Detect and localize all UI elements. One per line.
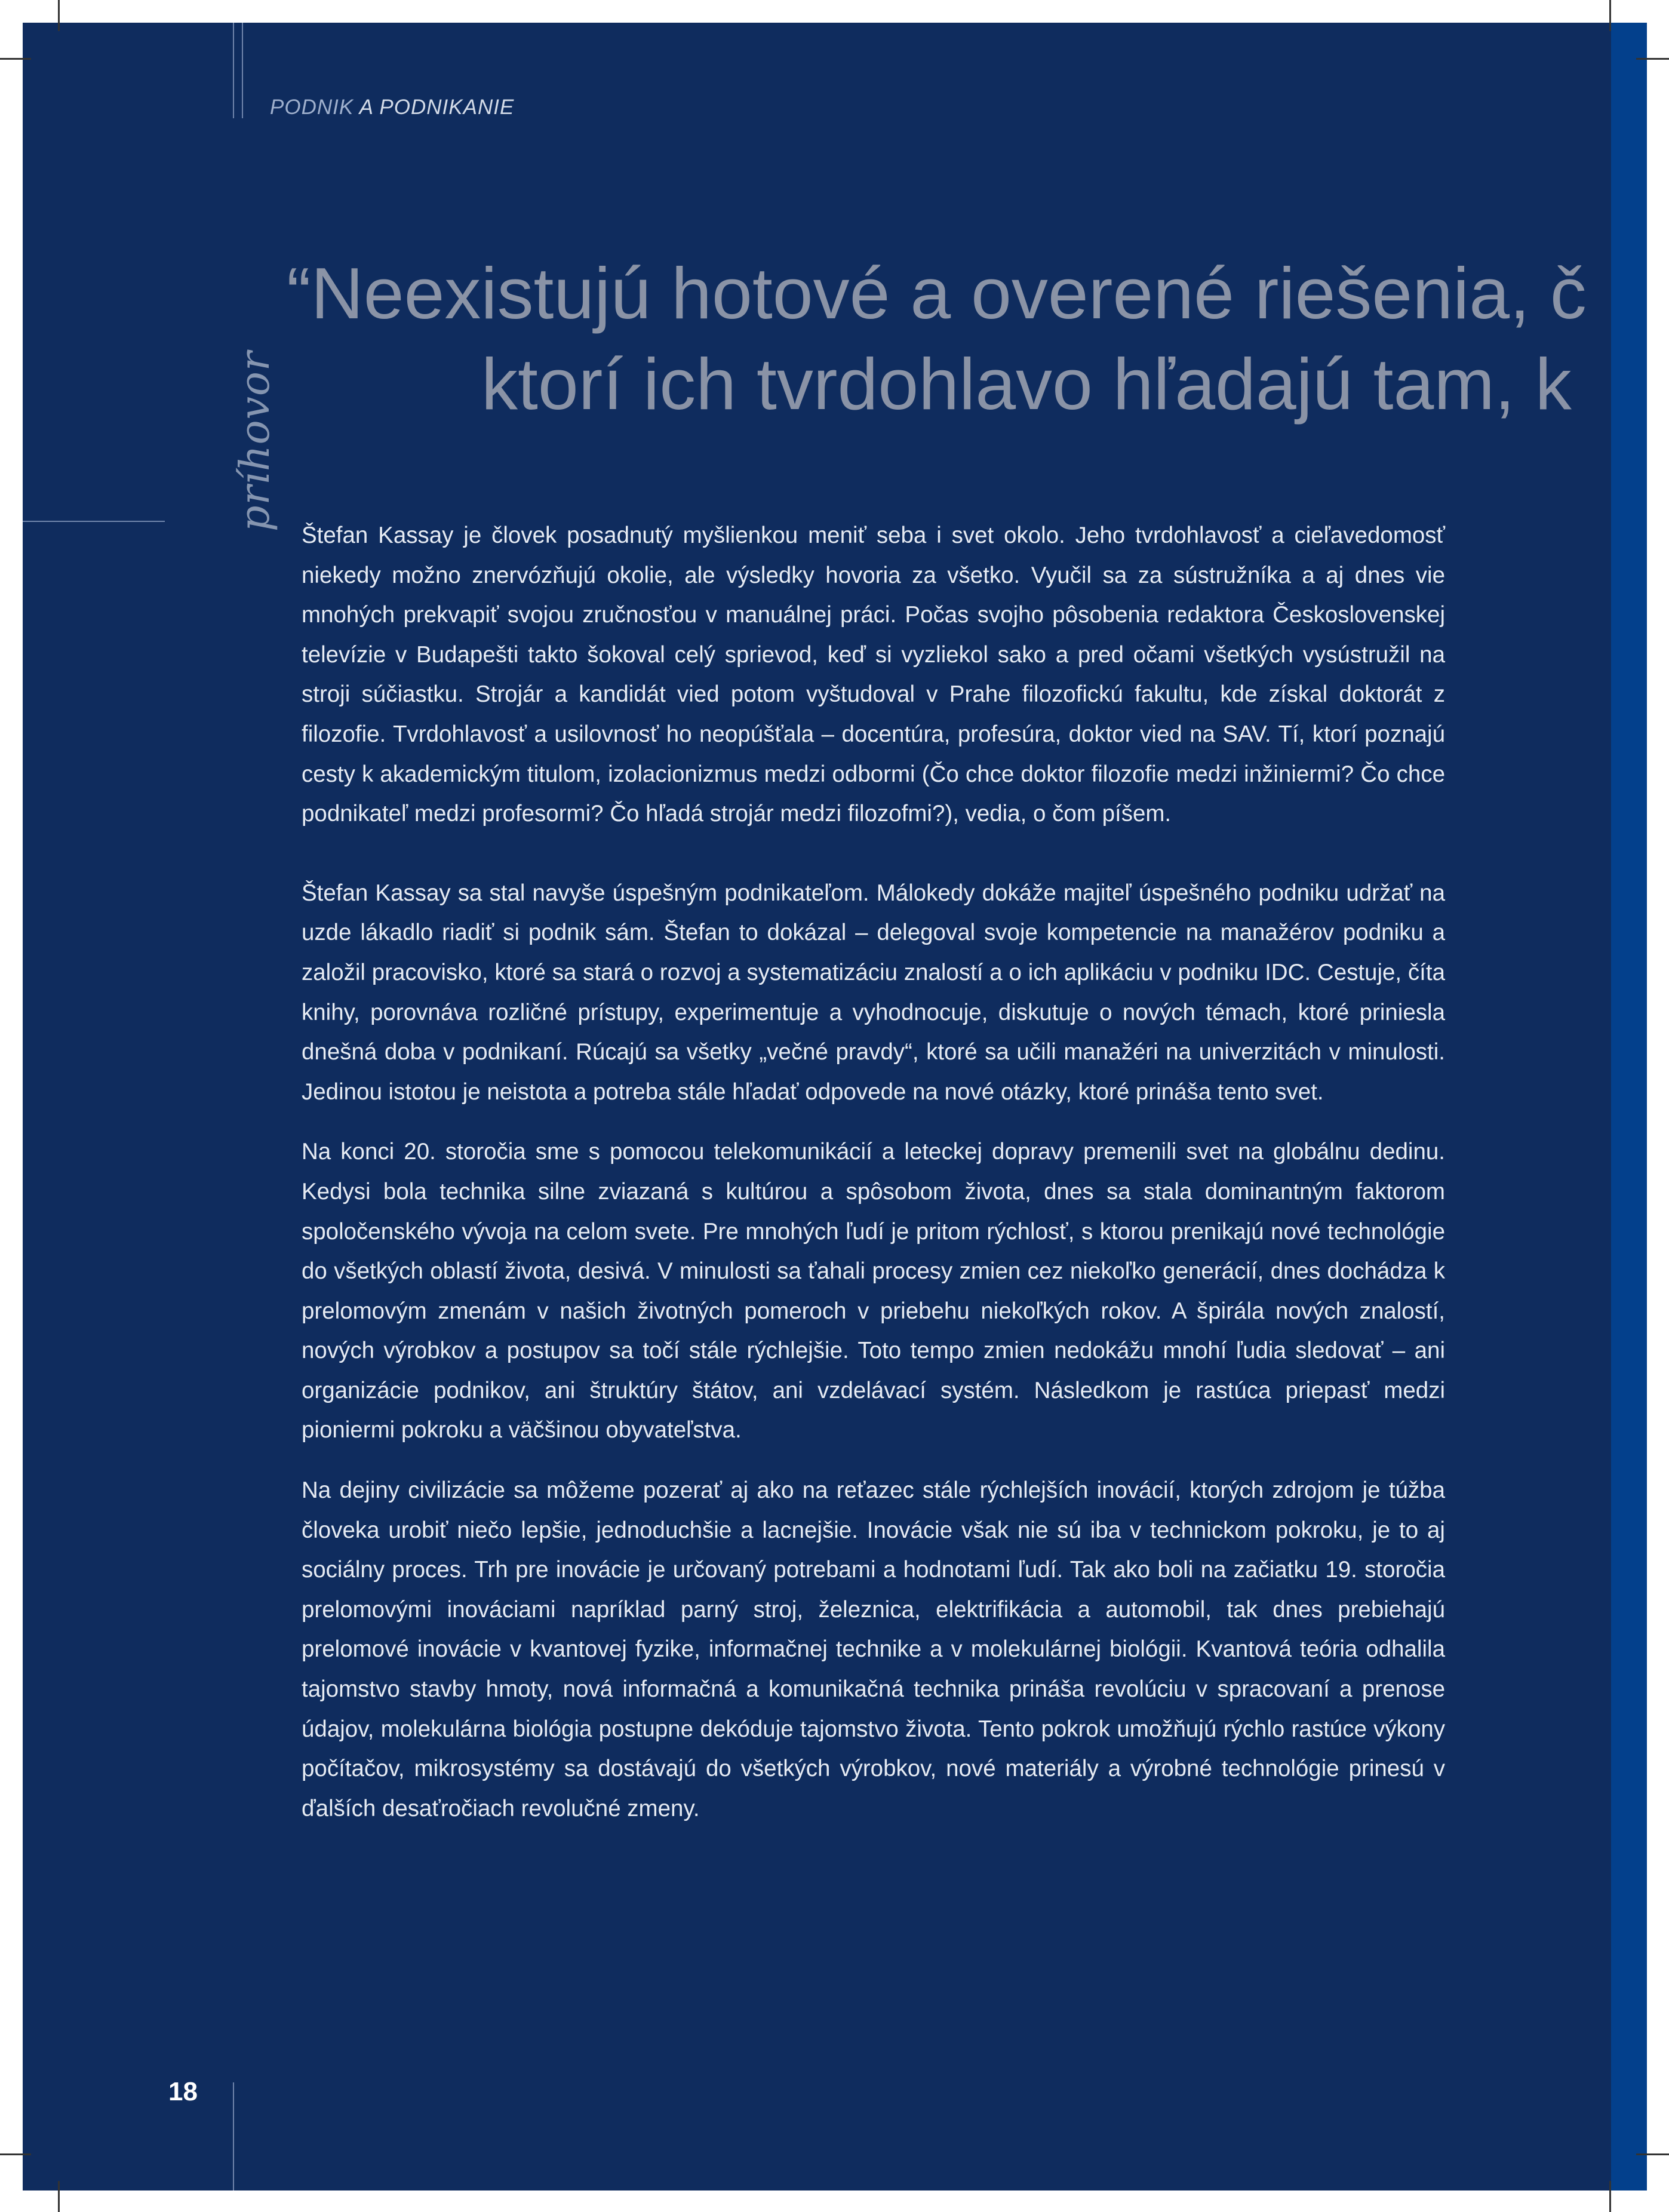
page-number: 18 — [168, 2077, 198, 2106]
running-header — [270, 96, 514, 119]
footer-vertical-rule — [233, 2082, 234, 2191]
crop-mark — [0, 2153, 31, 2155]
side-section-label: príhovor — [232, 351, 279, 532]
crop-mark — [58, 2181, 60, 2212]
crop-mark — [1636, 2153, 1669, 2155]
article-body — [302, 516, 1445, 1829]
crop-mark — [58, 0, 60, 31]
header-section: PODNIK — [270, 96, 354, 119]
pull-quote-line-2: ktorí ich tvrdohlavo hľadajú tam, k — [481, 343, 1572, 425]
paragraph: Štefan Kassay sa stal navyše úspešným podnikateľom. Málokedy dokáže majiteľ úspešného podniku udržať na uzde lákadlo riadiť si podnik sám. Štefan to dokázal – delegoval svoje kompetencie na manažérov podniku a založil pracovisko, ktoré sa stará o rozvoj a systematizáciu znalostí a o ich aplikáciu v podniku IDC. Cestuje, číta knihy, porovnáva rozličné prístupy, experimentuje a vyhodnocuje, diskutuje o nových témach, ktoré priniesla dnešná doba v podnikaní. Rúcajú sa všetky „večné pravdy“, ktoré sa učili manažéri na univerzitách v minulosti. Jedinou istotou je neistota a potreba stále hľadať odpovede na nové otázky, ktoré prináša tento svet. — [302, 880, 1445, 1105]
side-horizontal-rule — [23, 521, 165, 522]
paragraph: Štefan Kassay je človek posadnutý myšlienkou meniť seba i svet okolo. Jeho tvrdohlavosť a cieľavedomosť niekedy možno znervózňujú okolie, ale výsledky hovoria za všetko. Vyučil sa za sústružníka a aj dnes vie mnohých prekvapiť svojou zručnosťou v manuálnej práci. Počas svojho pôsobenia redaktora Československej televízie v Budapešti takto šokoval celý sprievod, keď si vyzliekol sako a pred očami všetkých vysústružil na stroji súčiastku. Strojár a kandidát vied potom vyštudoval v Prahe filozofickú fakultu, kde získal doktorát z filozofie. Tvrdohlavosť a usilovnosť ho neopúšťala – docentúra, profesúra, doktor vied na SAV. Tí, ktorí poznajú cesty k akademickým titulom, izolacionizmus medzi odbormi (Čo chce doktor filozofie medzi inžiniermi? Čo chce podnikateľ medzi profesormi? Čo hľadá strojár medzi filozofmi?), vedia, o čom píšem. — [302, 523, 1445, 827]
spine-strip — [1611, 23, 1647, 2191]
crop-mark — [1636, 58, 1669, 60]
header-vertical-rule-inner — [242, 23, 243, 118]
pull-quote-line-1: “Neexistujú hotové a overené riešenia, č — [287, 253, 1587, 334]
header-vertical-rule — [233, 23, 234, 118]
paragraph: Na dejiny civilizácie sa môžeme pozerať aj ako na reťazec stále rýchlejších inovácií, ktorých zdrojom je túžba človeka urobiť niečo lepšie, jednoduchšie a lacnejšie. Inovácie však nie sú iba v technickom pokroku, je to aj sociálny proces. Trh pre inovácie je určovaný potrebami a hodnotami ľudí. Tak ako boli na začiatku 19. storočia prelomovými inováciami napríklad parný stroj, železnica, elektrifikácia a automobil, tak dnes prebiehajú prelomové inovácie v kvantovej fyzike, informačnej technike a v molekulárnej biológii. Kvantová teória odhalila tajomstvo stavby hmoty, nová informačná a komunikačná technika prináša revolúciu v spracovaní a prenose údajov, molekulárna biológia postupne dekóduje tajomstvo života. Tento pokrok umožňujú rýchlo rastúce výkony počítačov, mikrosystémy sa dostávajú do všetkých výrobkov, nové materiály a výrobné technológie prinesú v ďalších desaťročiach revolučné zmeny. — [302, 1477, 1445, 1821]
header-title: A PODNIKANIE — [359, 96, 515, 119]
paragraph: Na konci 20. storočia sme s pomocou telekomunikácií a leteckej dopravy premenili svet na globálnu dedinu. Kedysi bola technika silne zviazaná s kultúrou a spôsobom života, dnes sa stala dominantným faktorom spoločenského vývoja na celom svete. Pre mnohých ľudí je pritom rýchlosť, s ktorou prenikajú nové technológie do všetkých oblastí života, desivá. V minulosti sa ťahali procesy zmien cez niekoľko generácií, dnes dochádza k prelomovým zmenám v našich životných pomeroch v priebehu niekoľkých rokov. A špirála nových znalostí, nových výrobkov a postupov sa točí stále rýchlejšie. Toto tempo zmien nedokážu mnohí ľudia sledovať – ani organizácie podnikov, ani štruktúry štátov, ani vzdelávací systém. Následkom je rastúca priepasť medzi pioniermi pokroku a väčšinou obyvateľstva. — [302, 1139, 1445, 1443]
crop-mark — [1609, 0, 1611, 31]
pull-quote — [0, 239, 1611, 442]
crop-mark — [1609, 2181, 1611, 2212]
crop-mark — [0, 58, 31, 60]
